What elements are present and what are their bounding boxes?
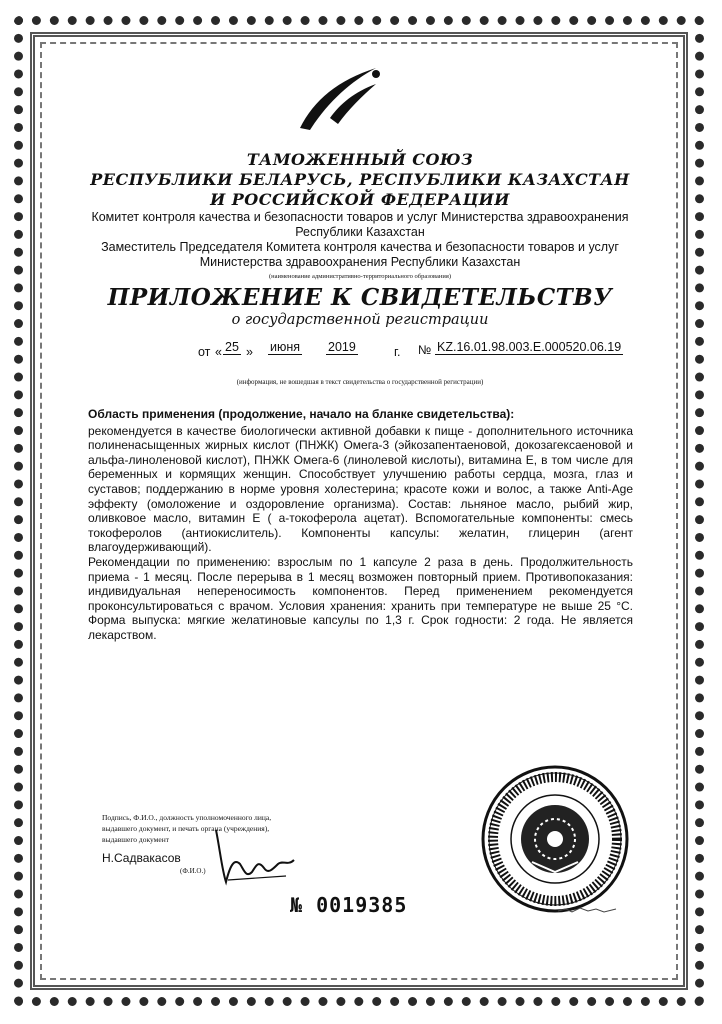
fio-caption: (Ф.И.О.) — [180, 867, 206, 875]
customs-union-heading — [60, 150, 660, 210]
registration-caption: (информация, не вошедшая в текст свидетельства о государственной регистрации) — [236, 378, 484, 386]
registration-month: июня — [270, 340, 301, 354]
authority-line: Республики Казахстан — [295, 225, 425, 239]
union-line: ТАМОЖЕННЫЙ СОЮЗ — [246, 150, 474, 169]
signer-name: Н.Садвакасов — [102, 851, 181, 865]
serial-number — [290, 893, 407, 917]
year-suffix: г. — [394, 345, 401, 359]
deputy-line: Заместитель Председателя Комитета контроля качества и безопасности товаров и услуг — [101, 240, 619, 254]
from-label: от — [198, 345, 211, 359]
serial-label: № — [290, 893, 304, 917]
handwritten-signature — [208, 820, 298, 890]
usage-paragraph: Рекомендации по применению: взрослым по 1 капсуле 2 раза в день. Продолжительность приема - 1 месяц. После перерыва в 1 месяц возможен повторный прием. Противопоказания: индивидуальная непереносимость компонентов. Перед применением рекомендуется проконсультироваться с врачом. Условия хранения: хранить при температуре не выше 25 °С. Форма выпуска: мягкие желатиновые капсулы по 1,3 г. Срок годности: 2 года. Не является лекарством. — [88, 554, 633, 642]
deputy-line: Министерства здравоохранения Республики Казахстан — [199, 255, 521, 269]
union-line: РЕСПУБЛИКИ БЕЛАРУСЬ, РЕСПУБЛИКИ КАЗАХСТАН — [90, 170, 630, 189]
stamp-annotation — [558, 906, 618, 916]
registration-day: 25 — [225, 340, 239, 354]
signature-caption-line: выдавшего документ, и печать органа (учреждения), — [102, 824, 270, 833]
close-quote: » — [246, 345, 253, 359]
open-quote: « — [215, 345, 222, 359]
signature-caption-line: Подпись, Ф.И.О., должность уполномоченного лица, — [102, 813, 272, 822]
registration-year: 2019 — [328, 340, 356, 354]
registration-number: KZ.16.01.98.003.E.000520.06.19 — [437, 340, 622, 354]
scope-paragraph: рекомендуется в качестве биологически активной добавки к пище - дополнительного источника полиненасыщенных жирных кислот (ПНЖК) Омега-3 (эйкозапентаеновой, докозагексаеновой и альфа-линоленовой кислот), ПНЖК Омега-6 (линолевой кислоты), витамина Е, в том числе для беременных и кормящих женщин. Способствует улучшению работы сердца, мозга, глаз и суставов; поддержанию в норме уровня холестерина; красоте кожи и волос, а также Anti-Age эффекту (омоложение и оздоровление организма). Состав: льняное масло, рыбий жир, оливковое масло, витамин Е ( а-токоферола ацетат). Вспомогательные компоненты: смесь токоферолов (антиокислитель). Компоненты капсулы: желатин, глицерин (агент влагоудерживающий). — [88, 423, 633, 555]
authority-line: Комитет контроля качества и безопасности товаров и услуг Министерства здравоохранения — [91, 210, 629, 224]
official-seal-icon — [480, 764, 630, 914]
document-title: ПРИЛОЖЕНИЕ К СВИДЕТЕЛЬСТВУ — [107, 284, 613, 311]
authority-caption: (наименование административно-территориального образования) — [268, 273, 451, 280]
customs-union-emblem-icon — [280, 62, 390, 134]
number-label: № — [418, 343, 432, 357]
serial-value: 0019385 — [316, 893, 408, 917]
stamp-annotation-scribble — [558, 906, 618, 914]
union-line: И РОССИЙСКОЙ ФЕДЕРАЦИИ — [210, 190, 510, 209]
document-subtitle: о государственной регистрации — [231, 312, 489, 328]
signature-caption-line: выдавшего документ — [102, 835, 170, 844]
issuing-authority — [60, 210, 660, 270]
scope-heading: Область применения (продолжение, начало на бланке свидетельства): — [88, 407, 515, 421]
application-scope-text — [88, 407, 633, 643]
